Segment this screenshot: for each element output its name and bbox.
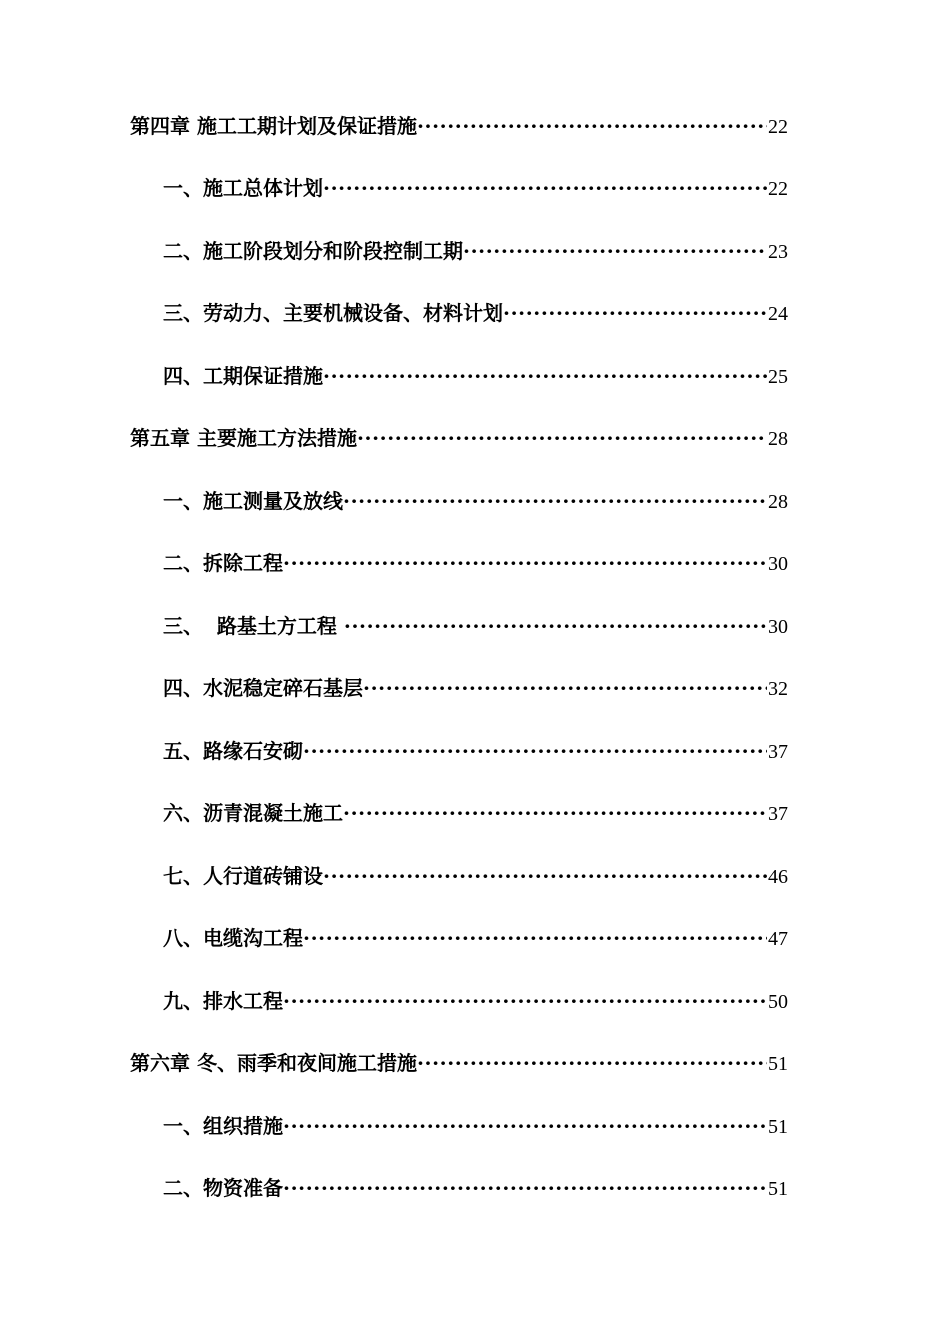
toc-entry xyxy=(163,548,788,578)
toc-dot-leader xyxy=(357,423,767,453)
toc-entry xyxy=(163,486,788,516)
toc-entry-title: 二、物资准备 xyxy=(163,1176,283,1200)
toc-entry-title: 七、人行道砖铺设 xyxy=(163,864,323,888)
toc-entry xyxy=(163,673,788,703)
toc-entry xyxy=(163,798,788,828)
toc-entry-title: 二、拆除工程 xyxy=(163,551,283,575)
toc-dot-leader xyxy=(503,298,767,328)
toc-entry xyxy=(163,1173,788,1203)
toc-dot-leader xyxy=(283,548,767,578)
toc-dot-leader xyxy=(417,1048,767,1078)
toc-entry xyxy=(163,236,788,266)
toc-entry-title: 三、 路基土方工程 xyxy=(163,614,344,638)
toc-entry xyxy=(163,861,788,891)
toc-entry-title: 三、劳动力、主要机械设备、材料计划 xyxy=(163,301,503,325)
toc-entry-title: 二、施工阶段划分和阶段控制工期 xyxy=(163,239,463,263)
toc-entry-page: 46 xyxy=(768,866,788,888)
toc-dot-leader xyxy=(417,111,767,141)
toc-entry-page: 30 xyxy=(768,553,788,575)
toc-dot-leader xyxy=(303,923,767,953)
toc-entry-title: 六、沥青混凝土施工 xyxy=(163,801,343,825)
toc-dot-leader xyxy=(343,486,767,516)
toc-entry-title: 八、电缆沟工程 xyxy=(163,926,303,950)
toc-entry xyxy=(163,361,788,391)
toc-entry-chapter-6 xyxy=(130,1048,788,1078)
toc-entry-page: 51 xyxy=(768,1053,788,1075)
toc-dot-leader xyxy=(363,673,767,703)
toc-entry-page: 28 xyxy=(768,491,788,513)
toc-dot-leader xyxy=(283,1111,767,1141)
toc-dot-leader xyxy=(344,611,767,641)
toc-entry-title: 一、施工测量及放线 xyxy=(163,489,343,513)
toc-entry-page: 24 xyxy=(768,303,788,325)
toc-entry-page: 28 xyxy=(768,428,788,450)
toc-dot-leader xyxy=(463,236,767,266)
toc-entry-title: 一、组织措施 xyxy=(163,1114,283,1138)
toc-entry-page: 51 xyxy=(768,1116,788,1138)
toc-dot-leader xyxy=(303,736,767,766)
toc-entry xyxy=(163,173,788,203)
toc-entry-title: 四、工期保证措施 xyxy=(163,364,323,388)
toc-entry-title: 第四章 施工工期计划及保证措施 xyxy=(130,114,417,138)
toc-entry xyxy=(163,298,788,328)
toc-entry-title: 四、水泥稳定碎石基层 xyxy=(163,676,363,700)
toc-entry-page: 25 xyxy=(768,366,788,388)
toc-entry-title: 第五章 主要施工方法措施 xyxy=(130,426,357,450)
toc-entry-chapter-4 xyxy=(130,111,788,141)
toc-entry-page: 23 xyxy=(768,241,788,263)
toc-entry-page: 37 xyxy=(768,741,788,763)
toc-entry-title: 第六章 冬、雨季和夜间施工措施 xyxy=(130,1051,417,1075)
toc-entry xyxy=(163,923,788,953)
toc-entry xyxy=(163,611,788,641)
toc-entry xyxy=(163,736,788,766)
toc-dot-leader xyxy=(283,986,767,1016)
toc-entry-title: 五、路缘石安砌 xyxy=(163,739,303,763)
toc-entry-page: 22 xyxy=(768,178,788,200)
toc-dot-leader xyxy=(323,173,767,203)
toc-entry-page: 30 xyxy=(768,616,788,638)
toc-entry-page: 51 xyxy=(768,1178,788,1200)
toc-entry-chapter-5 xyxy=(130,423,788,453)
toc-entry-page: 47 xyxy=(768,928,788,950)
toc-dot-leader xyxy=(283,1173,767,1203)
toc-dot-leader xyxy=(323,861,767,891)
toc-dot-leader xyxy=(323,361,767,391)
toc-entry-page: 37 xyxy=(768,803,788,825)
toc-entry-page: 22 xyxy=(768,116,788,138)
toc-entry-title: 九、排水工程 xyxy=(163,989,283,1013)
toc-entry xyxy=(163,986,788,1016)
toc-entry-page: 50 xyxy=(768,991,788,1013)
toc-entry xyxy=(163,1111,788,1141)
toc-dot-leader xyxy=(343,798,767,828)
toc-entry-page: 32 xyxy=(768,678,788,700)
toc-entry-title: 一、施工总体计划 xyxy=(163,176,323,200)
